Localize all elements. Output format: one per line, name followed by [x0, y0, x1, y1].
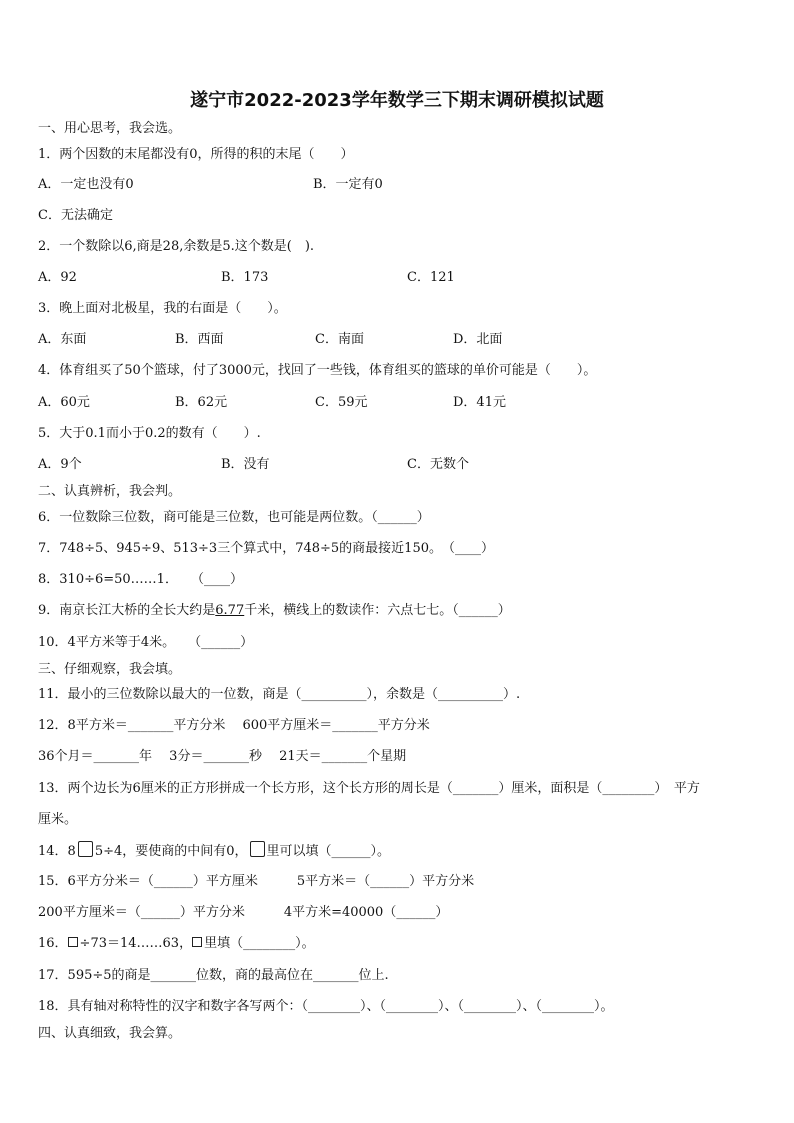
question-1: 1．两个因数的末尾都没有0，所得的积的末尾（ ）	[38, 147, 354, 162]
section-3-heading: 三、仔细观察，我会填。	[38, 662, 182, 677]
q1-option-c: C．无法确定	[38, 208, 113, 223]
question-9	[38, 601, 511, 621]
q4-option-b: B．62元	[175, 395, 228, 410]
question-2: 2．一个数除以6,商是28,余数是5.这个数是( ).	[38, 239, 315, 254]
page-title: 遂宁市2022-2023学年数学三下期末调研模拟试题	[190, 90, 604, 111]
q16-text-1: 16．	[38, 936, 68, 951]
q5-option-a: A．9个	[38, 457, 82, 472]
small-box-icon	[68, 937, 78, 947]
q3-option-b: B．西面	[175, 332, 224, 347]
question-3: 3．晚上面对北极星，我的右面是（ ）。	[38, 301, 287, 316]
question-18: 18．具有轴对称特性的汉字和数字各写两个：（________）、（________）、（________）、（________）。	[38, 999, 614, 1014]
section-1-heading: 一、用心思考，我会选。	[38, 121, 182, 136]
question-13-line-1: 13．两个边长为6厘米的正方形拼成一个长方形，这个长方形的周长是（_______）厘米，面积是（________） 平方	[38, 781, 700, 796]
question-14	[38, 841, 390, 861]
question-8: 8．310÷6=50……1． （____）	[38, 572, 243, 587]
section-2-heading: 二、认真辨析，我会判。	[38, 484, 182, 499]
q5-option-c: C．无数个	[407, 457, 469, 472]
q16-text-2: ÷73＝14……63，	[79, 936, 193, 951]
question-12-line-2: 36个月＝_______年 3分＝_______秒 21天＝_______个星期	[38, 749, 407, 764]
q9-text-start: 9．南京长江大桥的全长大约是	[38, 603, 216, 618]
q3-option-c: C．南面	[315, 332, 364, 347]
question-10: 10．4平方米等于4米。 （______）	[38, 635, 254, 650]
section-4-heading: 四、认真细致，我会算。	[38, 1026, 182, 1041]
question-13-line-2: 厘米。	[38, 812, 78, 827]
q5-option-b: B．没有	[221, 457, 270, 472]
question-7: 7．748÷5、945÷9、513÷3三个算式中，748÷5的商最接近150。 （____）	[38, 541, 494, 556]
q3-option-d: D．北面	[453, 332, 503, 347]
q9-number-underlined: 6.77	[215, 603, 245, 618]
question-5: 5．大于0.1而小于0.2的数有（ ）.	[38, 426, 261, 441]
q4-option-a: A．60元	[38, 395, 90, 410]
q14-text-3: 里可以填（______）。	[266, 844, 391, 859]
q4-option-c: C．59元	[315, 395, 368, 410]
question-15-line-2: 200平方厘米＝（______）平方分米 4平方米=40000（______）	[38, 905, 449, 920]
question-17: 17．595÷5的商是_______位数，商的最高位在_______位上.	[38, 968, 389, 983]
q4-option-d: D．41元	[453, 395, 506, 410]
question-6: 6．一位数除三位数，商可能是三位数，也可能是两位数。（______）	[38, 510, 430, 525]
question-4: 4．体育组买了50个篮球，付了3000元，找回了一些钱，体育组买的篮球的单价可能是（ ）。	[38, 363, 597, 378]
question-16	[38, 934, 315, 954]
q2-option-b: B．173	[221, 270, 269, 285]
q14-text-1: 14．8	[38, 844, 76, 859]
question-11: 11．最小的三位数除以最大的一位数，商是（__________），余数是（__________）.	[38, 687, 521, 702]
q9-text-end: 千米，横线上的数读作：六点七七。（______）	[244, 603, 511, 618]
question-15-line-1: 15．6平方分米＝（______）平方厘米 5平方米＝（______）平方分米	[38, 874, 475, 889]
q1-option-a: A．一定也没有0	[38, 177, 134, 192]
q2-option-c: C．121	[407, 270, 455, 285]
q1-option-b: B．一定有0	[313, 177, 383, 192]
q2-option-a: A．92	[38, 270, 77, 285]
question-12-line-1: 12．8平方米＝_______平方分米 600平方厘米＝_______平方分米	[38, 718, 430, 733]
q3-option-a: A．东面	[38, 332, 87, 347]
q14-text-2: 5÷4，要使商的中间有0，	[94, 844, 248, 859]
blank-box-icon	[78, 841, 93, 857]
blank-box-icon	[250, 841, 265, 857]
q16-text-3: 里填（________）。	[204, 936, 315, 951]
small-box-icon	[192, 937, 202, 947]
